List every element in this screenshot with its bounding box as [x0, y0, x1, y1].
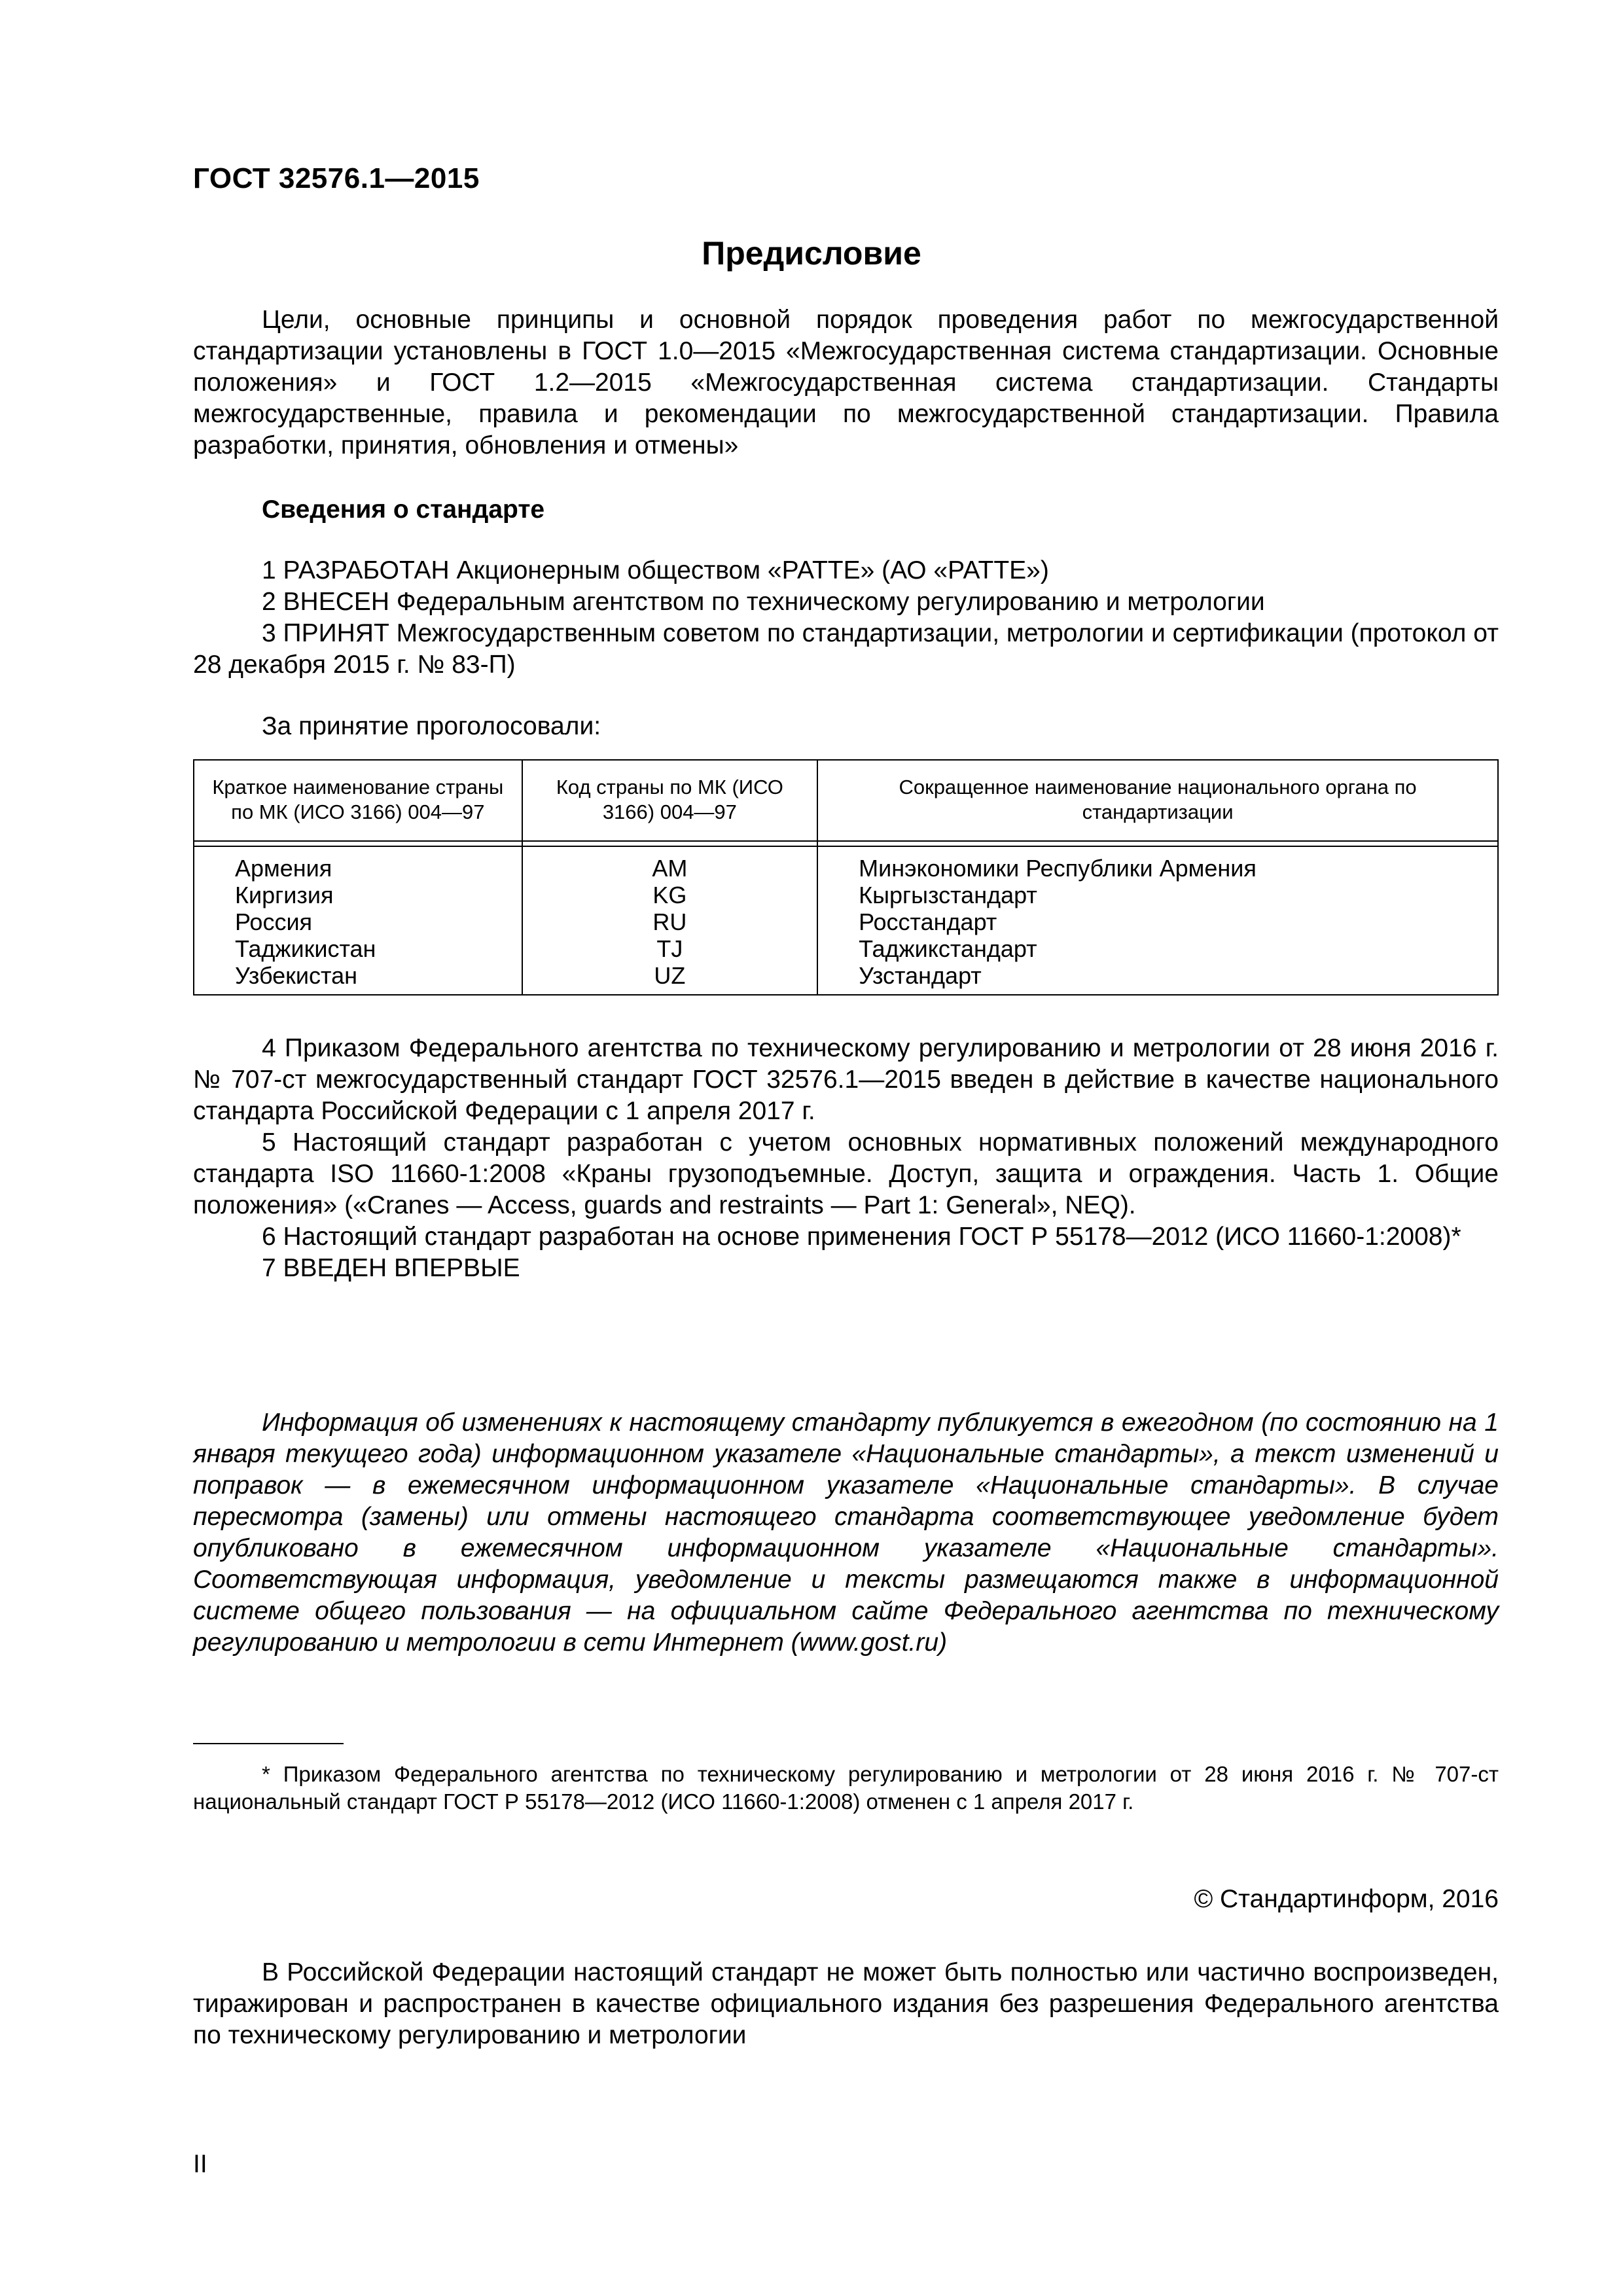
voted-label-block	[193, 711, 1499, 742]
body-cell: Кыргызстандарт	[817, 882, 1498, 908]
list-item: 5 Настоящий стандарт разработан с учетом основных нормативных положений международного стандарта ISO 11660-1:2008 «Краны грузоподъемные. Доступ, защита и ограждения. Часть 1. Общие положения» («Cranes — Access, guards and restraints — Part 1: General», NEQ).	[193, 1128, 1499, 1219]
footnote: * Приказом Федерального агентства по техническому регулированию и метрологии от 28 июня 2016 г. № 707-ст национальный стандарт ГОСТ Р 55178—2012 (ИСО 11660-1:2008) отменен с 1 апреля 2017 г.	[193, 1762, 1499, 1814]
voting-table	[193, 759, 1499, 996]
standard-info-block	[193, 494, 1499, 526]
country-cell: Киргизия	[194, 882, 522, 908]
list-item: 6 Настоящий стандарт разработан на основе применения ГОСТ Р 55178—2012 (ИСО 11660-1:2008)*	[262, 1223, 1461, 1251]
page-number: II	[193, 2150, 207, 2178]
body-cell: Таджикстандарт	[817, 935, 1498, 962]
items-top-list	[193, 555, 1499, 681]
reproduction-notice: В Российской Федерации настоящий стандарт не может быть полностью или частично воспроизведен, тиражирован и распространен в качестве официального издания без разрешения Федерального агентства по техническому регулированию и метрологии	[193, 1958, 1499, 2049]
body-cell: Минэкономики Республики Армения	[817, 846, 1498, 882]
section-heading: Сведения о стандарте	[262, 495, 545, 524]
info-paragraph: Информация об изменениях к настоящему стандарту публикуется в ежегодном (по состоянию на 1 января текущего года) информационном указателе «Национальные стандарты», а текст изменений и поправок — в ежемесячном информационном указателе «Национальные стандарты». В случае пересмотра (замены) или отмены настоящего стандарта соответствующее уведомление будет опубликовано в ежемесячном информационном указателе «Национальные стандарты». Соответствующая информация, уведомление и тексты размещаются также в информационной системе общего пользования — на официальном сайте Федерального агентства по техническому регулированию и метрологии в сети Интернет (www.gost.ru)	[193, 1408, 1499, 1657]
table-row	[194, 935, 1498, 962]
table-row	[194, 962, 1498, 995]
code-cell: AM	[522, 846, 817, 882]
table-header-body: Сокращенное наименование национального органа по стандартизации	[817, 760, 1498, 841]
country-cell: Россия	[194, 908, 522, 935]
code-cell: RU	[522, 908, 817, 935]
table-row	[194, 908, 1498, 935]
code-cell: KG	[522, 882, 817, 908]
country-cell: Армения	[194, 846, 522, 882]
body-cell: Узстандарт	[817, 962, 1498, 995]
page-title: Предисловие	[702, 235, 921, 272]
table-header-country: Краткое наименование страны по МК (ИСО 3166) 004—97	[194, 760, 522, 841]
code-cell: TJ	[522, 935, 817, 962]
intro-paragraph: Цели, основные принципы и основной порядок проведения работ по межгосударственной стандартизации установлены в ГОСТ 1.0—2015 «Межгосударственная система стандартизации. Основные положения» и ГОСТ 1.2—2015 «Межгосударственная система стандартизации. Стандарты межгосударственные, правила и рекомендации по межгосударственной стандартизации. Правила разработки, принятия, обновления и отмены»	[193, 306, 1499, 459]
list-item: 3 ПРИНЯТ Межгосударственным советом по стандартизации, метрологии и сертификации (протокол от 28 декабря 2015 г. № 83-П)	[193, 619, 1499, 679]
body-cell: Росстандарт	[817, 908, 1498, 935]
table-header-code: Код страны по МК (ИСО 3166) 004—97	[522, 760, 817, 841]
list-item: 7 ВВЕДЕН ВПЕРВЫЕ	[262, 1254, 520, 1282]
country-cell: Таджикистан	[194, 935, 522, 962]
intro-block	[193, 304, 1499, 461]
list-item: 2 ВНЕСЕН Федеральным агентством по техническому регулированию и метрологии	[262, 588, 1265, 616]
voted-label: За принятие проголосовали:	[262, 712, 601, 740]
country-cell: Узбекистан	[194, 962, 522, 995]
standard-code: ГОСТ 32576.1—2015	[193, 162, 480, 194]
list-item: 1 РАЗРАБОТАН Акционерным обществом «РАТТЕ» (АО «РАТТЕ»)	[262, 556, 1049, 584]
items-bottom-list	[193, 1033, 1499, 1284]
copyright: © Стандартинформ, 2016	[1194, 1885, 1499, 1913]
table-row	[194, 846, 1498, 882]
code-cell: UZ	[522, 962, 817, 995]
list-item: 4 Приказом Федерального агентства по техническому регулированию и метрологии от 28 июня 2016 г. № 707-ст межгосударственный стандарт ГОСТ 32576.1—2015 введен в действие в качестве национального стандарта Российской Федерации с 1 апреля 2017 г.	[193, 1034, 1499, 1125]
footnote-divider	[193, 1743, 344, 1744]
table-row	[194, 882, 1498, 908]
